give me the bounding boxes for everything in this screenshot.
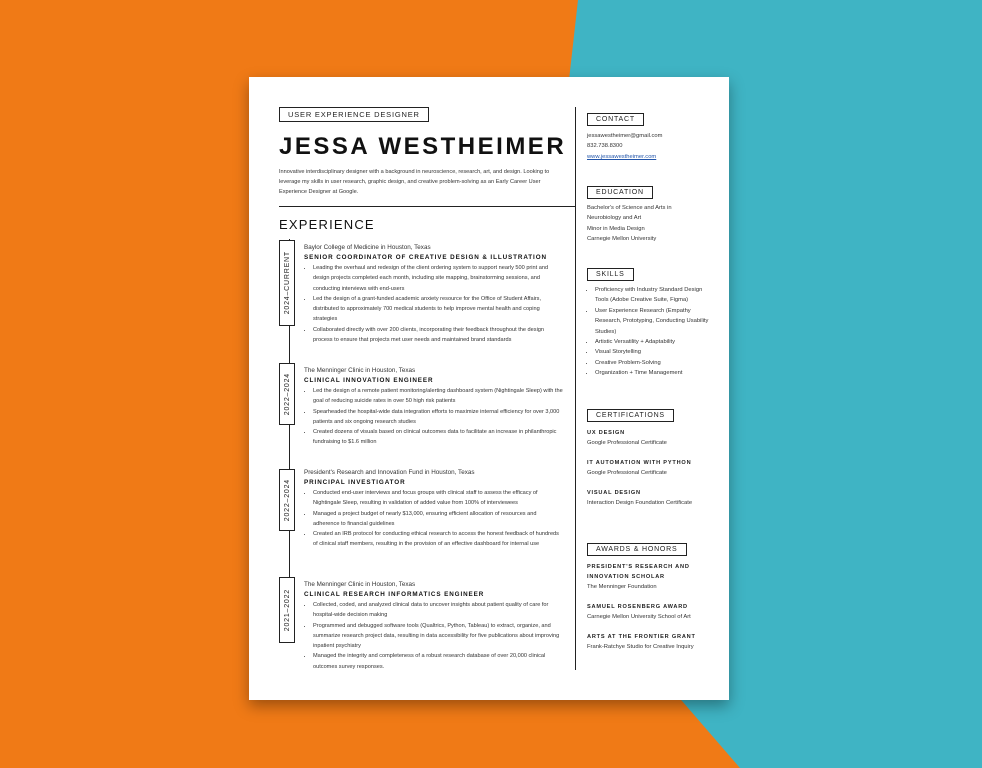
job-bullet: • Programmed and debugged software tools (Qualtrics, Python, Tableau) to extract, organize, and summarize research project data, resulting in data accessibility for five publications about improving inpatient psychiatry bbox=[313, 621, 564, 652]
skill-item: • User Experience Research (Empathy Research, Prototyping, Conducting Usability Studies) bbox=[595, 306, 712, 337]
cert-desc: Google Professional Certificate bbox=[587, 470, 667, 476]
date-label: 2022–2024 bbox=[283, 372, 291, 416]
date-box-job-4 bbox=[279, 577, 295, 643]
job-entry bbox=[304, 468, 564, 550]
skills-section bbox=[587, 263, 712, 379]
education-heading: EDUCATION bbox=[587, 186, 653, 199]
role-label: USER EXPERIENCE DESIGNER bbox=[279, 107, 429, 122]
date-box-job-3 bbox=[279, 469, 295, 531]
skill-item: • Artistic Versatility + Adaptability bbox=[595, 337, 712, 347]
job-entry bbox=[304, 580, 564, 672]
contact-heading: CONTACT bbox=[587, 113, 644, 126]
job-bullet: • Led the design of a remote patient monitoring/alerting dashboard system (Nightingale Sleep) with the goal of reducing suicide rates in over 50 high risk patients bbox=[313, 386, 564, 407]
job-bullet: • Led the design of a grant-funded academic anxiety resource for the Office of Student Affairs, distributed to approximately 700 medical students to help improve mental health and coping strategies bbox=[313, 294, 564, 325]
job-bullet: • Collaborated directly with over 200 clients, incorporating their feedback throughout the design process to ensure that projects met user needs and maintained brand standards bbox=[313, 325, 564, 346]
award-desc: The Menninger Foundation bbox=[587, 584, 657, 590]
education-line: Minor in Media Design bbox=[587, 225, 645, 232]
awards-heading: AWARDS & HONORS bbox=[587, 543, 687, 556]
award-name: ARTS AT THE FRONTIER GRANT bbox=[587, 634, 696, 640]
date-label: 2024–CURRENT bbox=[283, 251, 291, 315]
skill-item: • Proficiency with Industry Standard Design Tools (Adobe Creative Suite, Figma) bbox=[595, 285, 712, 306]
contact-phone: 832.738.8300 bbox=[587, 143, 623, 150]
header-divider bbox=[279, 206, 575, 207]
column-divider bbox=[575, 107, 576, 670]
job-entry bbox=[304, 366, 564, 448]
cert-desc: Interaction Design Foundation Certificate bbox=[587, 500, 693, 506]
certifications-section bbox=[587, 404, 712, 508]
cert-desc: Google Professional Certificate bbox=[587, 440, 667, 446]
job-title: CLINICAL INNOVATION ENGINEER bbox=[304, 377, 434, 384]
job-title: SENIOR COORDINATOR OF CREATIVE DESIGN & ILLUSTRATION bbox=[304, 254, 547, 261]
date-label: 2021–2022 bbox=[283, 588, 291, 632]
summary-text: Innovative interdisciplinary designer with a background in neuroscience, research, art, and design. Looking to leverage my skills in user research, graphic design, and creative problem-solving as an Early Career User Experience Designer at Google. bbox=[279, 169, 550, 195]
skill-item: • Organization + Time Management bbox=[595, 368, 712, 378]
job-bullet: • Managed a project budget of nearly $13,000, ensuring efficient allocation of resources and adherence to financial guidelines bbox=[313, 509, 564, 530]
award-name: PRESIDENT'S RESEARCH AND INNOVATION SCHOLAR bbox=[587, 564, 690, 580]
job-bullet: • Leading the overhaul and redesign of the client ordering system to support nearly 500 print and design projects completed each month, including site mapping, brainstorming sessions, and conducting interviews with end-users bbox=[313, 263, 564, 294]
education-line: Neurobiology and Art bbox=[587, 215, 642, 222]
job-title: PRINCIPAL INVESTIGATOR bbox=[304, 479, 406, 486]
job-bullet: • Managed the integrity and completeness of a robust research database of over 20,000 clinical outcomes survey responses. bbox=[313, 651, 564, 672]
contact-section bbox=[587, 108, 712, 162]
job-org: The Menninger Clinic in Houston, Texas bbox=[304, 367, 416, 374]
contact-website[interactable]: www.jessawestheimer.com bbox=[587, 153, 657, 160]
job-bullet: • Created an IRB protocol for conducting ethical research to access the honest feedback of hundreds of clinical staff members, resulting in the provision of an effective dashboard for internal use bbox=[313, 529, 564, 550]
date-box-job-2 bbox=[279, 363, 295, 425]
job-entry bbox=[304, 243, 564, 345]
resume-page bbox=[249, 77, 729, 700]
award-name: SAMUEL ROSENBERG AWARD bbox=[587, 604, 688, 610]
contact-email[interactable]: jessawestheimer@gmail.com bbox=[587, 133, 663, 139]
awards-section bbox=[587, 538, 712, 652]
cert-name: IT AUTOMATION WITH PYTHON bbox=[587, 460, 692, 466]
date-label: 2022–2024 bbox=[283, 478, 291, 522]
candidate-name: JESSA WESTHEIMER bbox=[279, 133, 567, 160]
date-box-job-1 bbox=[279, 240, 295, 326]
certifications-heading: CERTIFICATIONS bbox=[587, 409, 674, 422]
skill-item: • Visual Storytelling bbox=[595, 347, 712, 357]
award-desc: Frank-Ratchye Studio for Creative Inquiry bbox=[587, 644, 694, 650]
cert-name: UX DESIGN bbox=[587, 430, 625, 436]
job-org: President's Research and Innovation Fund in Houston, Texas bbox=[304, 469, 475, 476]
job-bullet: • Spearheaded the hospital-wide data integration efforts to maximize internal efficiency for over 3,000 patients and six ongoing research studies bbox=[313, 407, 564, 428]
job-org: Baylor College of Medicine in Houston, Texas bbox=[304, 244, 431, 251]
experience-heading: EXPERIENCE bbox=[279, 217, 375, 232]
education-line: Carnegie Mellon University bbox=[587, 236, 657, 243]
job-bullet: • Conducted end-user interviews and focus groups with clinical staff to assess the efficacy of Nightingale Sleep, resulting in validation of added value from 100% of interviewees bbox=[313, 488, 564, 509]
job-bullet: • Collected, coded, and analyzed clinical data to uncover insights about patient quality of care for hospital-wide decision making bbox=[313, 600, 564, 621]
job-org: The Menninger Clinic in Houston, Texas bbox=[304, 581, 416, 588]
award-desc: Carnegie Mellon University School of Art bbox=[587, 614, 691, 620]
job-bullet: • Created dozens of visuals based on clinical outcomes data to facilitate an increase in philanthropic fundraising to $1.6 million bbox=[313, 427, 564, 448]
cert-name: VISUAL DESIGN bbox=[587, 490, 641, 496]
education-line: Bachelor's of Science and Arts in bbox=[587, 205, 672, 211]
job-title: CLINICAL RESEARCH INFORMATICS ENGINEER bbox=[304, 591, 485, 598]
skill-item: • Creative Problem-Solving bbox=[595, 358, 712, 368]
education-section bbox=[587, 181, 712, 245]
skills-heading: SKILLS bbox=[587, 268, 634, 281]
